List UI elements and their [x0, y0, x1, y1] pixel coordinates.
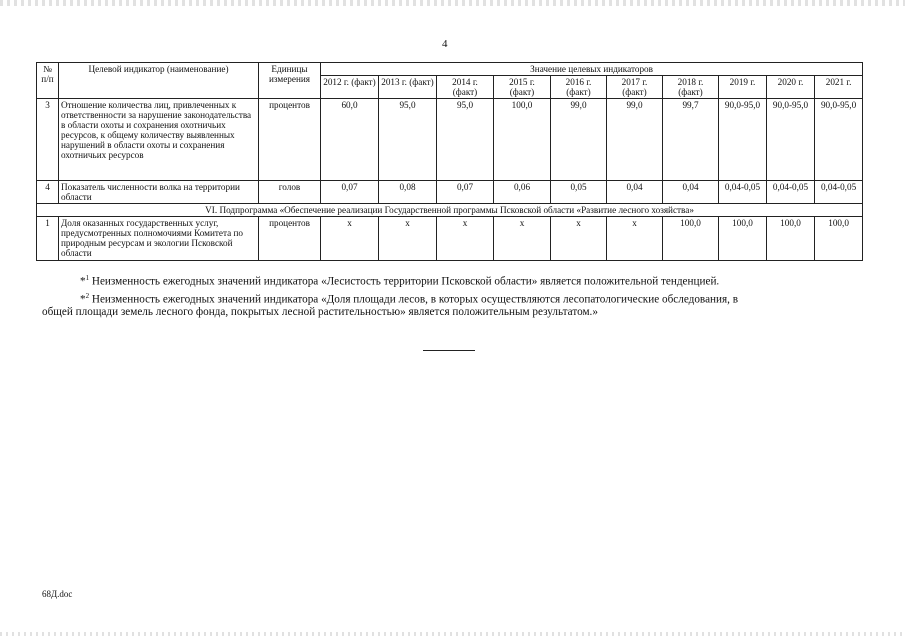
row-value: 99,7: [663, 99, 719, 181]
row-value: 0,07: [437, 181, 494, 204]
row-value: 90,0-95,0: [815, 99, 863, 181]
footnote-number: 2: [85, 292, 90, 300]
row-value: 90,0-95,0: [767, 99, 815, 181]
header-row-1: [37, 63, 863, 76]
subprogram-row: [37, 204, 863, 217]
row-value: 100,0: [815, 217, 863, 261]
row-indicator-name: Отношение количества лиц, привлеченных к ответственности за нарушение законодательства в области охоты и сохранения охотничьих ресурсов, к общему количеству выявленных нарушений в области охоты и сохранения охотничьих ресурсов: [59, 99, 259, 181]
row-num: 1: [37, 217, 59, 261]
row-value: х: [551, 217, 607, 261]
col-header-num: № п/п: [37, 63, 59, 99]
row-value: 0,07: [321, 181, 379, 204]
row-value: 99,0: [551, 99, 607, 181]
table-row: [37, 99, 863, 181]
footnote-2-continuation: общей площади земель лесного фонда, покрытых лесной растительностью» является положительным результатом.»: [42, 306, 598, 318]
row-value: 0,04: [663, 181, 719, 204]
row-units: процентов: [259, 99, 321, 181]
footnote-mark: *: [80, 293, 86, 306]
table-row: [37, 217, 863, 261]
footnote-text: Неизменность ежегодных значений индикатора «Лесистость территории Псковской области» является положительной тенденцией.: [89, 275, 720, 288]
scan-artifact-bottom: [0, 632, 905, 636]
col-header-year: 2017 г. (факт): [607, 76, 663, 99]
col-header-year: 2014 г. (факт): [437, 76, 494, 99]
row-value: 99,0: [607, 99, 663, 181]
row-units: голов: [259, 181, 321, 204]
col-header-indicator: Целевой индикатор (наименование): [59, 63, 259, 99]
indicators-table: [36, 62, 863, 261]
row-value: х: [321, 217, 379, 261]
row-value: 90,0-95,0: [719, 99, 767, 181]
row-value: х: [437, 217, 494, 261]
col-header-values-group: Значение целевых индикаторов: [321, 63, 863, 76]
row-value: 0,05: [551, 181, 607, 204]
col-header-year: 2021 г.: [815, 76, 863, 99]
row-value: 0,04-0,05: [719, 181, 767, 204]
row-num: 3: [37, 99, 59, 181]
row-value: 60,0: [321, 99, 379, 181]
col-header-units: Единицы измерения: [259, 63, 321, 99]
row-value: 0,04: [607, 181, 663, 204]
col-header-year: 2016 г. (факт): [551, 76, 607, 99]
col-header-year: 2013 г. (факт): [379, 76, 437, 99]
row-value: 0,04-0,05: [815, 181, 863, 204]
row-num: 4: [37, 181, 59, 204]
col-header-year: 2020 г.: [767, 76, 815, 99]
col-header-year: 2015 г. (факт): [494, 76, 551, 99]
page-number: 4: [442, 38, 448, 50]
row-indicator-name: Доля оказанных государственных услуг, предусмотренных полномочиями Комитета по природным ресурсам и экологии Псковской области: [59, 217, 259, 261]
subprogram-title: VI. Подпрограмма «Обеспечение реализации Государственной программы Псковской области «Развитие лесного хозяйства»: [37, 204, 863, 217]
row-value: х: [494, 217, 551, 261]
document-filename: 68Д.doc: [42, 589, 73, 599]
row-value: 95,0: [379, 99, 437, 181]
footnote-1: [80, 271, 719, 290]
end-rule: [423, 350, 475, 351]
row-value: 0,06: [494, 181, 551, 204]
row-value: 100,0: [494, 99, 551, 181]
row-value: 100,0: [663, 217, 719, 261]
row-value: 100,0: [719, 217, 767, 261]
footnote-text: Неизменность ежегодных значений индикатора «Доля площади лесов, в которых осуществляются лесопатологические обследования, в: [89, 293, 739, 306]
table-row: [37, 181, 863, 204]
col-header-year: 2019 г.: [719, 76, 767, 99]
scan-artifact-top: [0, 0, 905, 6]
row-value: х: [607, 217, 663, 261]
row-units: процентов: [259, 217, 321, 261]
row-value: х: [379, 217, 437, 261]
footnote-number: 1: [85, 274, 90, 282]
col-header-year: 2012 г. (факт): [321, 76, 379, 99]
footnote-mark: *: [80, 275, 86, 288]
row-value: 0,08: [379, 181, 437, 204]
row-value: 0,04-0,05: [767, 181, 815, 204]
row-value: 100,0: [767, 217, 815, 261]
row-indicator-name: Показатель численности волка на территории области: [59, 181, 259, 204]
col-header-year: 2018 г. (факт): [663, 76, 719, 99]
row-value: 95,0: [437, 99, 494, 181]
